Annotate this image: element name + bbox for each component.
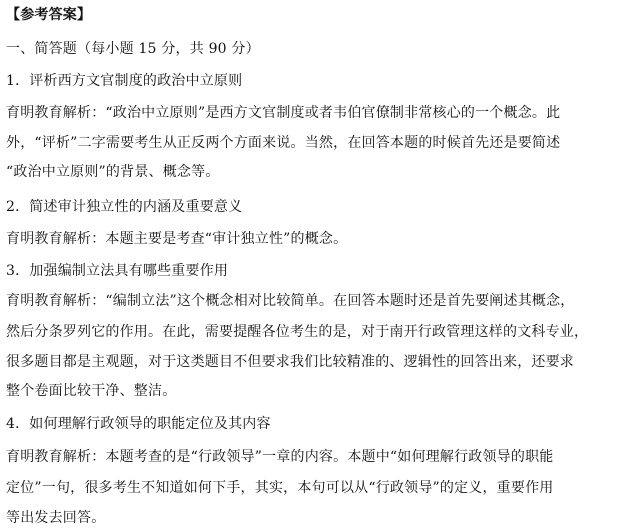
question-3-title: 3．加强编制立法具有哪些重要作用 — [6, 263, 229, 279]
question-3-analysis-line: 整个卷面比较干净、整洁。 — [6, 383, 177, 399]
question-1-title: 1．评析西方文官制度的政治中立原则 — [6, 73, 243, 89]
question-3-analysis-line: 很多题目都是主观题，对于这类题目不但要求我们比较精准的、逻辑性的回答出来，还要求 — [6, 354, 574, 370]
question-2-title: 2．简述审计独立性的内涵及重要意义 — [6, 199, 243, 215]
part-heading: 一、简答题（每小题 15 分，共 90 分） — [6, 41, 260, 57]
section-title: 【参考答案】 — [6, 7, 92, 23]
question-1-analysis-line: “政治中立原则”的背景、概念等。 — [6, 164, 220, 180]
question-4-analysis-line: 等出发去回答。 — [6, 510, 106, 526]
question-4-title: 4．如何理解行政领导的职能定位及其内容 — [6, 416, 271, 432]
question-3-analysis-line: 然后分条罗列它的作用。在此，需要提醒各位考生的是，对于南开行政管理这样的文科专业， — [6, 324, 589, 340]
question-4-analysis-line: 育明教育解析：本题考查的是“行政领导”一章的内容。本题中“如何理解行政领导的职能 — [6, 449, 554, 465]
question-1-analysis-line: 外，“评析”二字需要考生从正反两个方面来说。当然，在回答本题的时候首先还是要简述 — [6, 135, 561, 151]
question-1-analysis-line: 育明教育解析：“政治中立原则”是西方文官制度或者韦伯官僚制非常核心的一个概念。此 — [6, 105, 561, 121]
question-4-analysis-line: 定位”一句，很多考生不知道如何下手，其实，本句可以从“行政领导”的定义，重要作用 — [6, 480, 554, 496]
question-2-analysis-line: 育明教育解析：本题主要是考查“审计独立性”的概念。 — [6, 231, 348, 247]
question-3-analysis-line: 育明教育解析：“编制立法”这个概念相对比较简单。在回答本题时还是首先要阐述其概念， — [6, 293, 575, 309]
cut-off-next-line — [95, 524, 395, 530]
